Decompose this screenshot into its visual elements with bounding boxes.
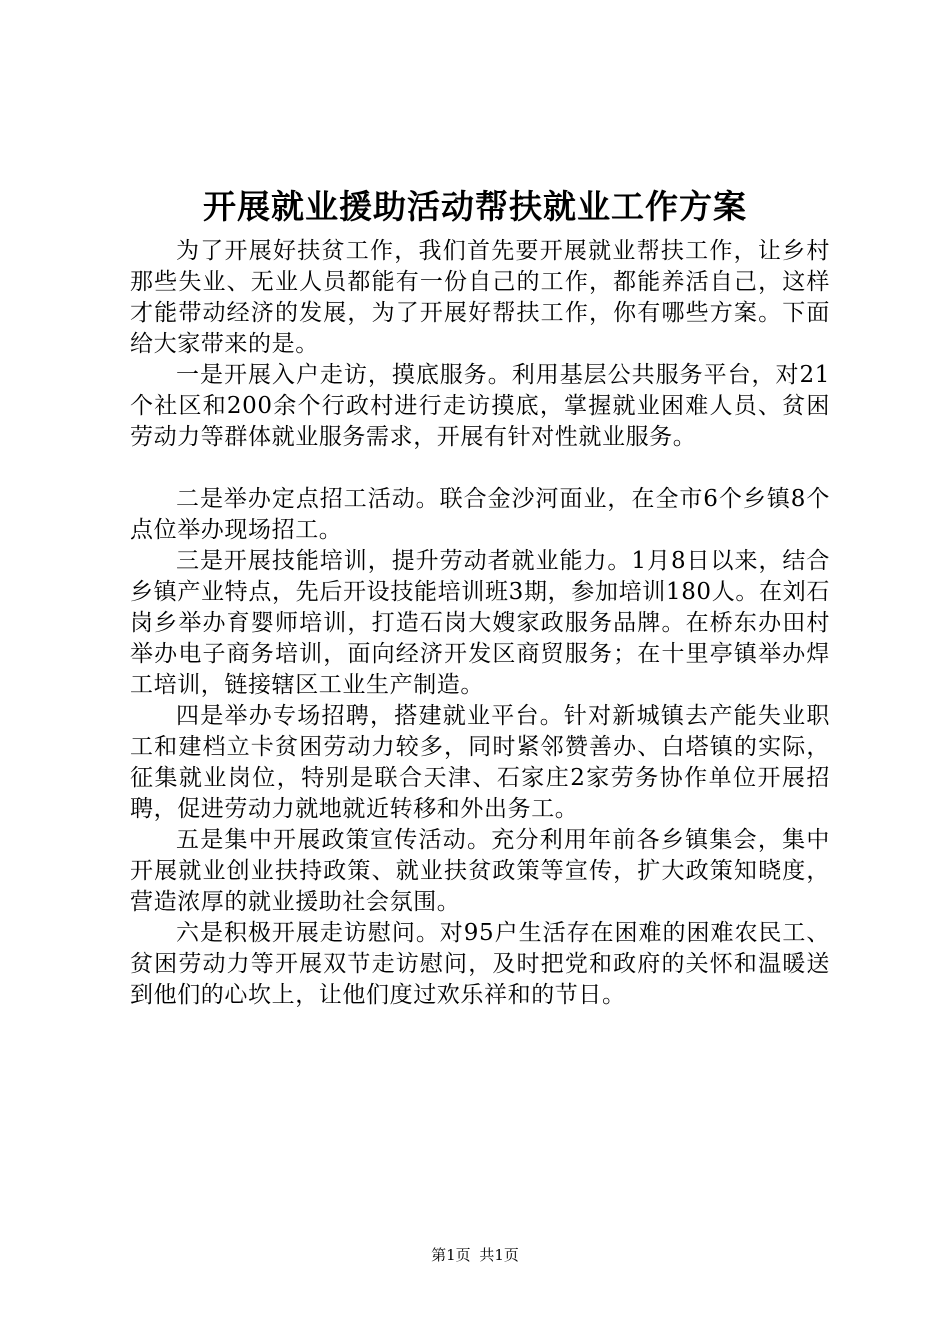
paragraph-item-3: 三是开展技能培训，提升劳动者就业能力。1月8日以来，结合乡镇产业特点，先后开设技能培训班3期，参加培训180人。在刘石岗乡举办育婴师培训，打造石岗大嫂家政服务品牌。在桥东办田村举办电子商务培训，面向经济开发区商贸服务；在十里亭镇举办焊工培训，链接辖区工业生产制造。 xyxy=(130,548,830,698)
paragraph-item-2: 二是举办定点招工活动。联合金沙河面业，在全市6个乡镇8个点位举办现场招工。 xyxy=(130,486,830,543)
paragraph-item-4: 四是举办专场招聘，搭建就业平台。针对新城镇去产能失业职工和建档立卡贫困劳动力较多，同时紧邻赞善办、白塔镇的实际，征集就业岗位，特别是联合天津、石家庄2家劳务协作单位开展招聘，促进劳动力就地就近转移和外出务工。 xyxy=(130,703,830,822)
paragraph-item-5: 五是集中开展政策宣传活动。充分利用年前各乡镇集会，集中开展就业创业扶持政策、就业扶贫政策等宣传，扩大政策知晓度，营造浓厚的就业援助社会氛围。 xyxy=(130,827,830,915)
paragraph-intro: 为了开展好扶贫工作，我们首先要开展就业帮扶工作，让乡村那些失业、无业人员都能有一份自己的工作，都能养活自己，这样才能带动经济的发展，为了开展好帮扶工作，你有哪些方案。下面给大家带来的是。 xyxy=(130,238,830,357)
paragraph-item-1: 一是开展入户走访，摸底服务。利用基层公共服务平台，对21个社区和200余个行政村进行走访摸底，掌握就业困难人员、贫困劳动力等群体就业服务需求，开展有针对性就业服务。 xyxy=(130,362,830,450)
page-footer xyxy=(0,1245,950,1265)
page-number: 第1页 xyxy=(431,1246,471,1264)
document-body xyxy=(130,236,830,1011)
document-title: 开展就业援助活动帮扶就业工作方案 xyxy=(203,187,747,226)
page-total: 共1页 xyxy=(479,1246,519,1264)
paragraph-item-6: 六是积极开展走访慰问。对95户生活存在困难的困难农民工、贫困劳动力等开展双节走访慰问，及时把党和政府的关怀和温暖送到他们的心坎上，让他们度过欢乐祥和的节日。 xyxy=(130,920,830,1008)
